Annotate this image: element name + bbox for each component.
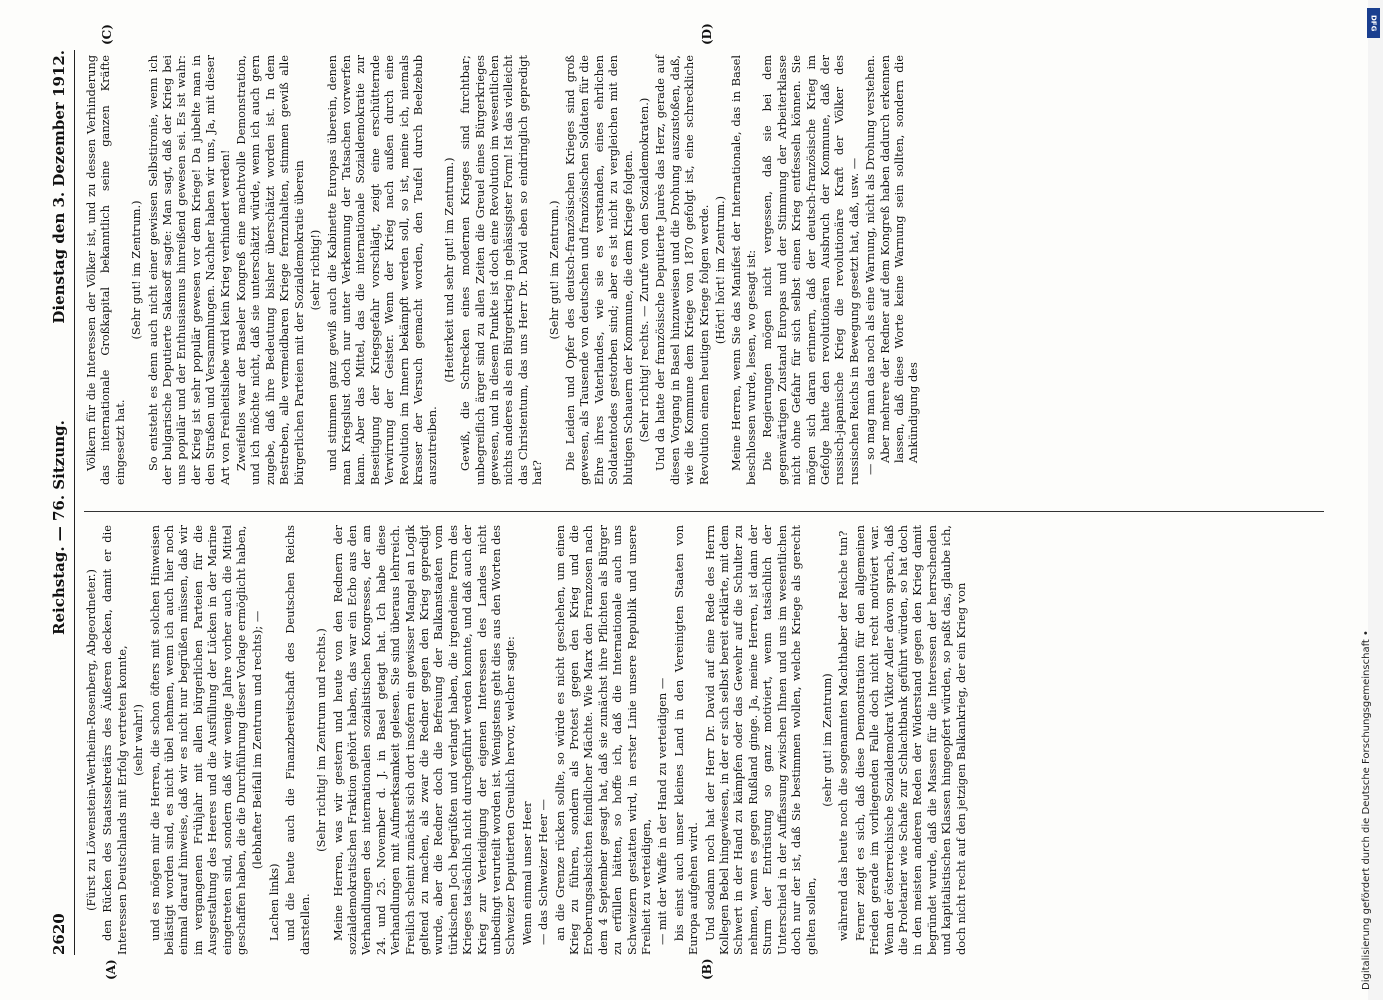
- page-number: 2620: [50, 913, 68, 955]
- funding-credit: Digitalisierung gefördert durch die Deutsche Forschungsgemeinschaft •: [1361, 630, 1372, 990]
- column-divider: [84, 511, 1324, 512]
- paragraph: an die Grenze rücken sollte, so würde es nicht geschehen, um einen Krieg zu führen, sondern als Protest gegen den Krieg und die Eroberungsabsichten feindlicher Mächte. Wie Marx den Franzosen nach dem 4 September gesagt hat, daß sie zunächst ihre Pflichten als Bürger zu erfüllen hätten, so hoffe ich, daß die Internationale auch uns Schweizern gestatten wird, in erster Linie unsere Republik und unsere Freiheit zu verteidigen,: [552, 525, 654, 955]
- paragraph: Und sodann noch hat der Herr Dr. David auf eine Rede des Herrn Kollegen Bebel hingewiesen, in der er sich selbst bereit erklärte, mit dem Schwert in der Hand zu kämpfen oder das Gewehr auf die Schulter zu nehmen, wenn es gegen Rußland ginge. Ja, meine Herren, ist dann der Sturm der Entrüstung so ganz motiviert, wenn tatsächlich der Unterschied in der Auffassung zwischen Ihnen und uns im wesentlichen doch nur der ist, daß Sie bestimmen wollen, welche Kriege als gerecht gelten sollen,: [702, 525, 818, 955]
- paragraph: (Sehr gut! im Zentrum.): [129, 200, 144, 340]
- session-date: Dienstag den 3. Dezember 1912.: [50, 50, 68, 324]
- paragraph: und die heute auch die Finanzbereitschaft des Deutschen Reichs darstellen.: [283, 525, 312, 955]
- paragraph: Lachen links): [266, 863, 281, 941]
- paragraph: bis einst auch unser kleines Land in den Vereinigten Staaten von Europa aufgehen wird.: [671, 525, 701, 955]
- session-title: Reichstag. — 76. Sitzung.: [50, 420, 68, 635]
- paragraph: Wenn einmal unser Heer: [519, 801, 534, 945]
- paragraph: Und da hatte der französische Deputierte Jaurès das Herz, gerade auf diesen Vorgang in Basel hinzuweisen und die Drohung auszustoßen, daß, wie die Kommune dem Kriege von 1870 gefolgt ist, eine schreckliche Revolution einem heutigen Kriege folgen werde.: [653, 55, 711, 485]
- paragraph: Völkern für die Interessen der Völker ist, und zu dessen Verhinderung das internationale Großkapital bekanntlich seine ganzen Kräfte eingesetzt hat.: [84, 55, 127, 485]
- paragraph: während das heute noch die sogenannten Machthaber der Reiche tun?: [836, 530, 851, 941]
- paragraph: (lebhafter Beifall im Zentrum und rechts); —: [250, 610, 265, 870]
- paragraph: (Heiterkeit und sehr gut! im Zentrum.): [441, 157, 456, 383]
- paragraph: — so mag man das noch als eine Warnung, nicht als Drohung verstehen. Aber mehrere der Redner auf dem Kongreß haben dadurch erkennen lassen, daß diese Worte keine Warnung sein sollten, sondern die Ankündigung des: [863, 55, 921, 475]
- paragraph: (sehr wahr!): [131, 704, 146, 776]
- paragraph: — mit der Waffe in der Hand zu verteidigen —: [655, 677, 670, 945]
- paragraph: (Hört! hört! im Zentrum.): [713, 195, 728, 345]
- paragraph: und stimmen ganz gewiß auch die Kabinette Europas überein, denen man Kriegslust doch nur unter Verkennung der Tatsachen vorwerfen kann. Aber das Mittel, das die internationale Sozialdemokratie zur Beseitigung der Kriegsgefahr vorschlägt, zeigt eine erschütternde Verwirrung der Geister. Wenn der Krieg nach außen durch eine Revolution im Innern bekämpft werden soll, so ist, meine ich, niemals krasser der Versuch gemacht worden, den Teufel durch Beelzebub auszutreiben.: [324, 55, 440, 485]
- paragraph: Gewiß, die Schrecken eines modernen Krieges sind furchtbar; unbegreiflich ärger sind zu allen Zeiten die Greuel eines Bürgerkrieges gewesen, und in diesem Punkte ist doch eine Revolution im wesentlichen nichts anderes als ein Bürgerkrieg in gehässigster Form! Ist das vielleicht das Christentum, das uns Herr Dr. David eben so eindringlich gepredigt hat?: [458, 55, 545, 485]
- text-column-right: [84, 55, 923, 485]
- paragraph: So entsteht es denn auch nicht einer gewissen Selbstironie, wenn ich der bulgarische Deputierte Sakasoff sagte: Man sagt, daß der Krieg bei uns populär und der Enthusiasmus hinreißend gewesen sei. Es ist wahr: der Krieg ist sehr populär gewesen vor dem Kriege! Da jubelte man in den Straßen und Versammlungen. Nachher haben wir uns, Ja, mit dieser Art von Freiheitsliebe wird kein Krieg verhindert werden!: [145, 55, 232, 485]
- paragraph: und es mögen mir die Herren, die schon öfters mit solchen Hinweisen belästigt worden sind, es nicht übel nehmen, wenn ich auch hier noch einmal darauf hinweise, daß wir es nicht nur begrüßen müssen, daß wir im vergangenen Frühjahr mit allen bürgerlichen Parteien für die Ausgestaltung des Heeres und die Ausfüllung der Lücken in der Marine eingetreten sind, sondern daß wir wenige Jahre vorher auch die Mittel geschaffen haben, die die Durchführung dieser Vorlage ermöglicht haben,: [147, 525, 249, 955]
- paragraph: (sehr richtig!): [308, 229, 323, 311]
- paragraph: Meine Herren, wenn Sie das Manifest der Internationale, das in Basel beschlossen wurde, lesen, wo gesagt ist:: [729, 55, 758, 485]
- paragraph: (Sehr gut! im Zentrum.): [546, 200, 561, 340]
- paragraph: (Sehr richtig! rechts. — Zurufe von den Sozialdemokraten.): [637, 97, 652, 443]
- margin-marker-d: (D): [700, 23, 714, 45]
- paragraph: Die Regierungen mögen nicht vergessen, daß sie bei dem gegenwärtigen Zustand Europas und der Stimmung der Arbeiterklasse nicht ohne Gefahr für sich selbst einen Krieg entfesseln können. Sie mögen sich daran erinnern, daß der deutsch-französische Krieg im Gefolge hatte den revolutionären Ausbruch der Kommune, daß der russisch-japanische Krieg die revolutionäre Kraft der Völker des russischen Reichs in Bewegung gesetzt hat, daß, usw. —: [760, 55, 861, 485]
- margin-marker-b: (B): [700, 958, 714, 980]
- paragraph: (Fürst zu Löwenstein-Wertheim-Rosenberg, Abgeordneter.): [84, 569, 98, 911]
- paragraph: den Rücken des Staatssekretärs des Äußeren decken, damit er die Interessen Deutschlands mit Erfolg vertreten konnte,: [100, 525, 129, 955]
- margin-marker-c: (C): [100, 24, 114, 45]
- paragraph: — das Schweizer Heer —: [536, 799, 551, 945]
- paragraph: Ferner zeigt es sich, daß diese Demonstration für den allgemeinen Frieden gerade im vorliegenden Falle doch nicht recht motiviert war. Wenn der österreichische Sozialdemokrat Viktor Adler davon sprach, daß die Proletarier wie Schafe zur Schlachtbank geführt würden, so hat doch in den meisten anderen Reden der Widerstand gegen den Krieg damit begründet wurde, daß die Massen für die Interessen der herrschenden und kapitalistischen Klassen hingeopfert würden, so paßt das, glaube ich, doch nicht recht auf den jetzigen Balkankrieg, der ein Krieg von: [852, 525, 968, 955]
- margin-marker-a: (A): [104, 959, 118, 980]
- text-column-left: [84, 525, 970, 955]
- page-header: [50, 50, 75, 955]
- paragraph: Die Leiden und Opfer des deutsch-französischen Krieges sind groß gewesen, als Tausende von deutschen und französischen Soldaten für die Ehre ihres Vaterlandes, wie sie es verstanden, eines ehrlichen Soldatentodes gestorben sind; aber es ist nicht zu vergleichen mit den blutigen Schauern der Kommune, die dem Kriege folgten.: [563, 55, 635, 485]
- paragraph: Zweifellos war der Baseler Kongreß eine machtvolle Demonstration, und ich möchte nicht, daß sie unterschätzt würde, wenn ich auch gern zugebe, daß ihre Bedeutung bisher überschätzt worden ist. In dem Bestreben, alle vermeidbaren Kriege fernzuhalten, stimmen gewiß alle bürgerlichen Parteien mit der Sozialdemokratie überein: [234, 55, 306, 485]
- paragraph: Meine Herren, was wir gestern und heute von den Rednern der sozialdemokratischen Fraktion gehört haben, das war ein Echo aus den Verhandlungen des internationalen sozialistischen Kongresses, der am 24. und 25. November d. J. in Basel getagt hat. Ich habe diese Verhandlungen mit Aufmerksamkeit gelesen. Sie sind überaus lehrreich. Freilich scheint zunächst sich dort insofern ein gewisser Mangel an Logik geltend zu machen, als zwar die Redner gegen den Krieg gepredigt wurde, aber die Redner doch die Befreiung der Balkanstaaten vom türkischen Joch begrüßten und verlangt haben, die irgendeine Form des Krieges tatsächlich nicht durchgeführt werden konnte, und daß auch der Krieg zur Verteidigung der eigenen Interessen des Landes nicht unbedingt verurteilt worden ist. Wenigstens geht dies aus den Worten des Schweizer Deputierten Greulich hervor, welcher sagte:: [330, 525, 518, 955]
- paragraph: (Sehr richtig! im Zentrum und rechts.): [314, 628, 329, 852]
- paragraph: (sehr gut! im Zentrum): [819, 673, 834, 807]
- dfg-logo: DFG: [1367, 8, 1380, 38]
